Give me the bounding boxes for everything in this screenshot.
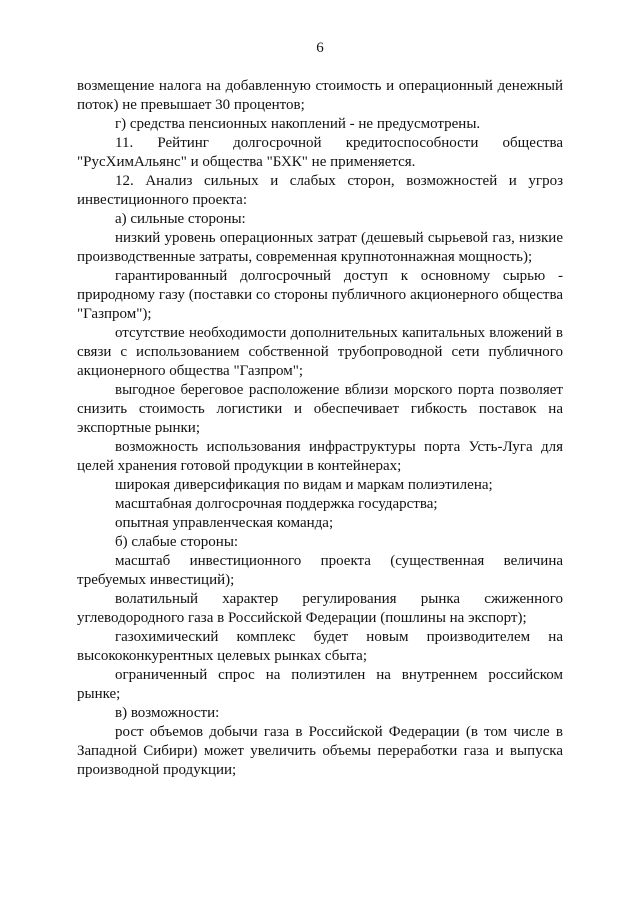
page-number: 6	[316, 40, 324, 56]
paragraph: низкий уровень операционных затрат (дешевый сырьевой газ, низкие производственные затраты, современная крупнотоннажная мощность);	[77, 230, 563, 265]
paragraph: масштабная долгосрочная поддержка государства;	[115, 496, 438, 512]
paragraph: г) средства пенсионных накоплений - не предусмотрены.	[115, 116, 481, 132]
document-body	[77, 77, 563, 780]
paragraph: 11. Рейтинг долгосрочной кредитоспособности общества "РусХимАльянс" и общества "БХК" не применяется.	[77, 135, 563, 170]
paragraph: возмещение налога на добавленную стоимость и операционный денежный поток) не превышает 30 процентов;	[77, 78, 563, 113]
paragraph: волатильный характер регулирования рынка сжиженного углеводородного газа в Российской Федерации (пошлины на экспорт);	[77, 591, 563, 626]
paragraph: газохимический комплекс будет новым производителем на высококонкурентных целевых рынках сбыта;	[77, 629, 563, 664]
paragraph: рост объемов добычи газа в Российской Федерации (в том числе в Западной Сибири) может увеличить объемы переработки газа и выпуска производной продукции;	[77, 724, 563, 778]
paragraph: широкая диверсификация по видам и маркам полиэтилена;	[115, 477, 493, 493]
paragraph: опытная управленческая команда;	[115, 515, 334, 531]
paragraph: в) возможности:	[115, 705, 220, 721]
paragraph: б) слабые стороны:	[115, 534, 239, 550]
paragraph: гарантированный долгосрочный доступ к основному сырью - природному газу (поставки со стороны публичного акционерного общества "Газпром");	[77, 268, 563, 322]
paragraph: отсутствие необходимости дополнительных капитальных вложений в связи с использованием собственной трубопроводной сети публичного акционерного общества "Газпром";	[77, 325, 563, 379]
paragraph: выгодное береговое расположение вблизи морского порта позволяет снизить стоимость логистики и обеспечивает гибкость поставок на экспортные рынки;	[77, 382, 563, 436]
paragraph: а) сильные стороны:	[115, 211, 246, 227]
paragraph: масштаб инвестиционного проекта (существенная величина требуемых инвестиций);	[77, 553, 563, 588]
paragraph: 12. Анализ сильных и слабых сторон, возможностей и угроз инвестиционного проекта:	[77, 173, 563, 208]
paragraph: возможность использования инфраструктуры порта Усть-Луга для целей хранения готовой продукции в контейнерах;	[77, 439, 563, 474]
paragraph: ограниченный спрос на полиэтилен на внутреннем российском рынке;	[77, 667, 563, 702]
